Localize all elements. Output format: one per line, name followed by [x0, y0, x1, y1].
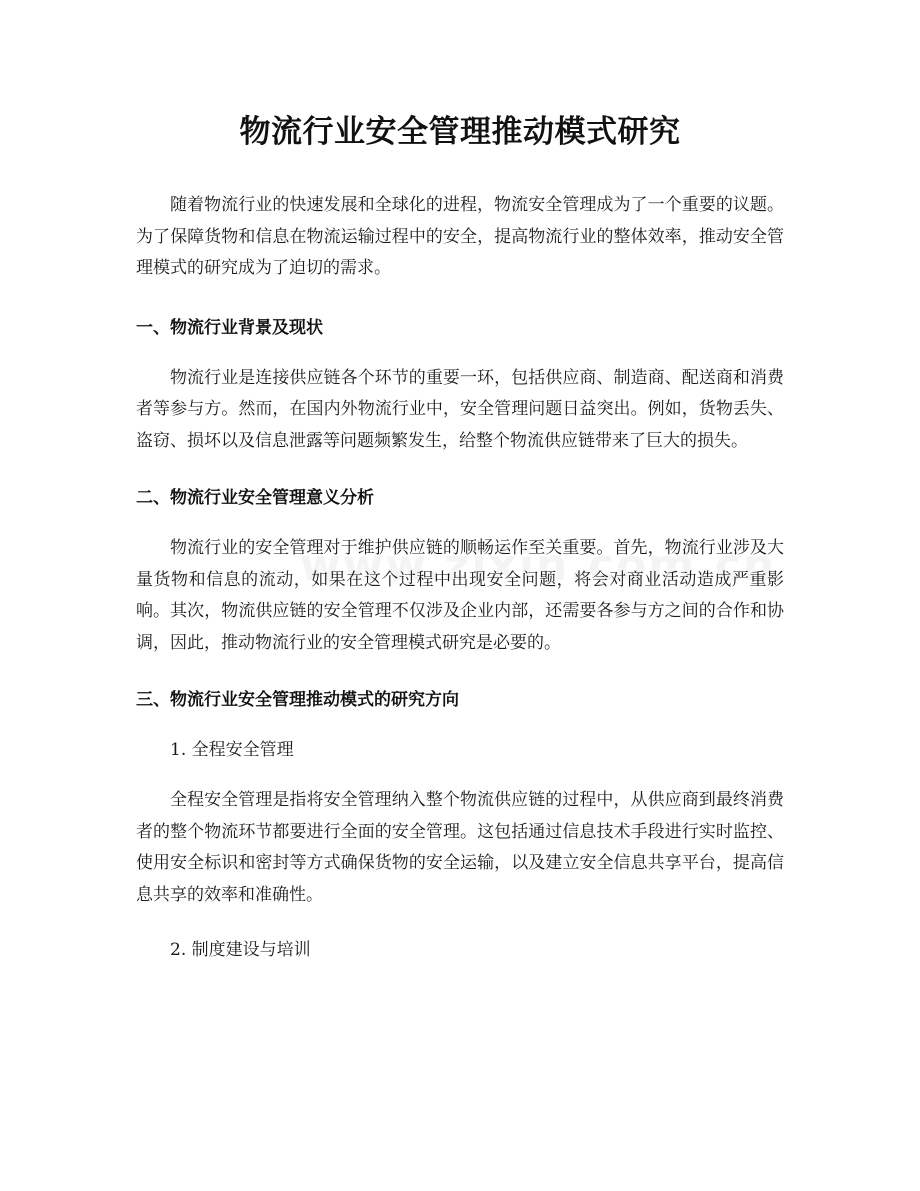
subsection-paragraph-1: 全程安全管理是指将安全管理纳入整个物流供应链的过程中，从供应商到最终消费者的整个物流环节都要进行全面的安全管理。这包括通过信息技术手段进行实时监控、使用安全标识和密封等方式确保货物的安全运输，以及建立安全信息共享平台，提高信息共享的效率和准确性。	[136, 790, 784, 905]
document-title: 物流行业安全管理推动模式研究	[239, 114, 681, 150]
section-heading-1: 一、物流行业背景及现状	[136, 317, 323, 338]
subsection-label-1: 1. 全程安全管理	[170, 740, 294, 760]
section-heading-3: 三、物流行业安全管理推动模式的研究方向	[136, 690, 459, 710]
section-heading-2: 二、物流行业安全管理意义分析	[136, 488, 374, 508]
section-paragraph-2: 物流行业的安全管理对于维护供应链的顺畅运作至关重要。首先，物流行业涉及大量货物和信息的流动，如果在这个过程中出现安全问题，将会对商业活动造成严重影响。其次，物流供应链的安全管理不仅涉及企业内部，还需要各参与方之间的合作和协调，因此，推动物流行业的安全管理模式研究是必要的。	[136, 538, 784, 653]
subsection-label-2: 2. 制度建设与培训	[170, 940, 311, 960]
intro-paragraph: 随着物流行业的快速发展和全球化的进程，物流安全管理成为了一个重要的议题。为了保障货物和信息在物流运输过程中的安全，提高物流行业的整体效率，推动安全管理模式的研究成为了迫切的需求。	[136, 195, 784, 278]
section-paragraph-1: 物流行业是连接供应链各个环节的重要一环，包括供应商、制造商、配送商和消费者等参与方。然而，在国内外物流行业中，安全管理问题日益突出。例如，货物丢失、盗窃、损坏以及信息泄露等问题频繁发生，给整个物流供应链带来了巨大的损失。	[136, 367, 784, 451]
